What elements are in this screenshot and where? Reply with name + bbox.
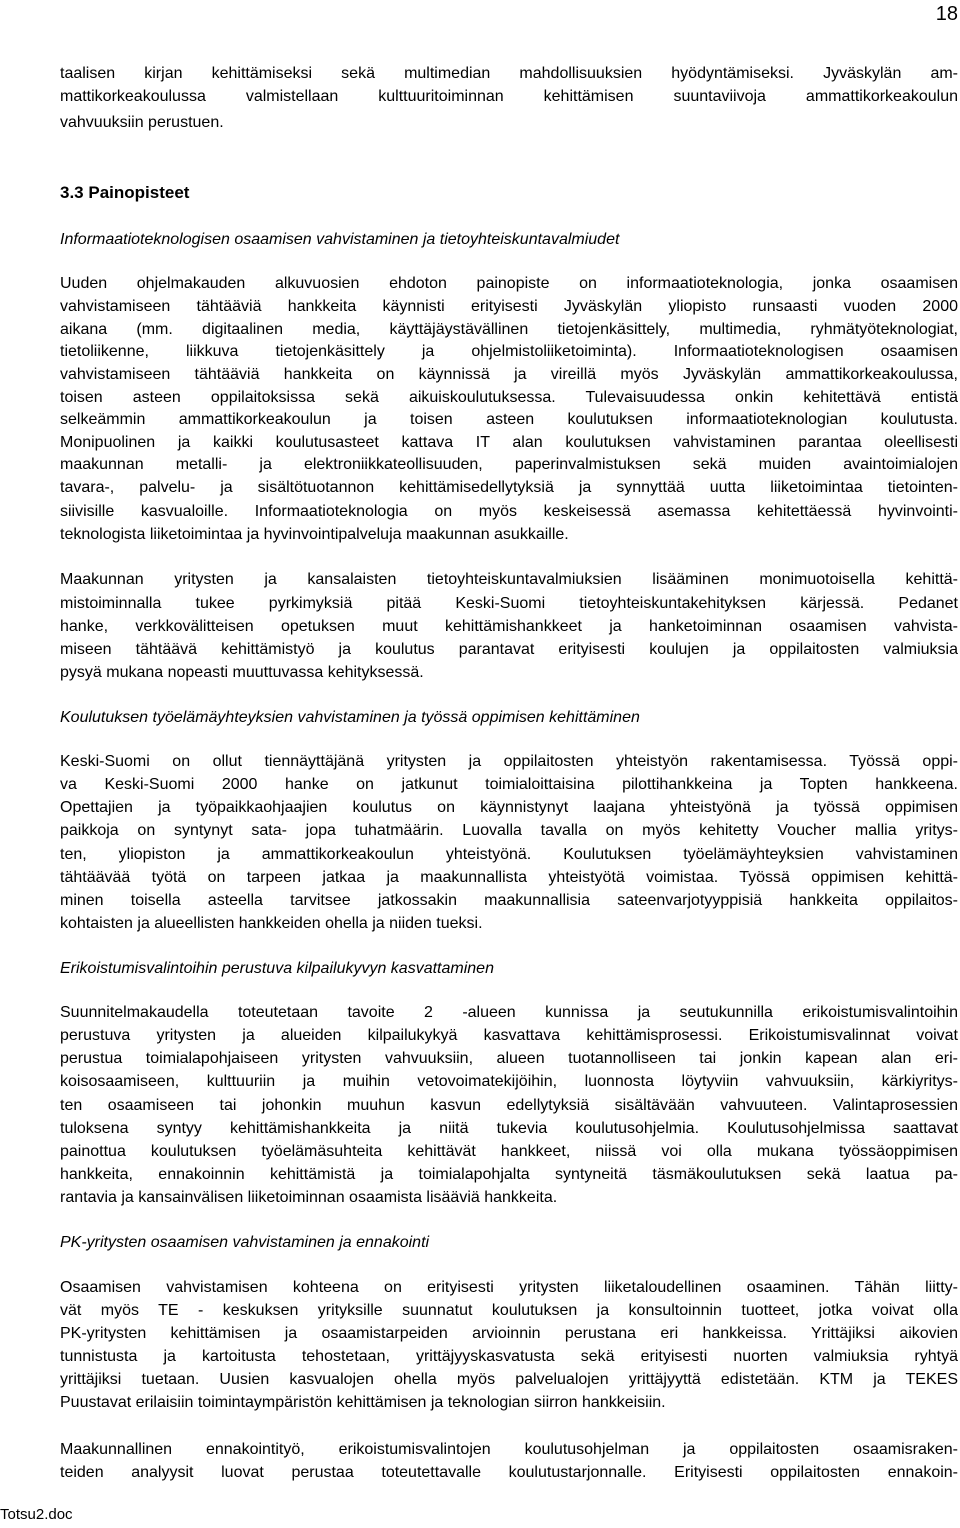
footer-filename: Totsu2.doc bbox=[0, 1506, 73, 1523]
text-line: vahvistamiseen tähtääviä hankkeita käynnisti erityisesti Jyväskylän yliopisto runsaasti vuoden 2000 bbox=[60, 298, 958, 315]
subheading: PK-yritysten osaamisen vahvistaminen ja ennakointi bbox=[60, 1234, 430, 1251]
text-line: rantavia ja kansainvälisen liiketoiminnan osaamista lisääviä hankkeita. bbox=[60, 1189, 558, 1206]
text-line: vahvuuksiin perustuen. bbox=[60, 114, 224, 131]
text-line: tunnistusta ja kartoitusta tehostetaan, yrittäjyyskasvatusta sekä erityisesti nuorten valmiuksia ryhtyä bbox=[60, 1348, 958, 1365]
text-line: teknologista liiketoimintaa ja hyvinvointipalveluja maakunnan asukkaille. bbox=[60, 526, 569, 543]
text-line: tuloksena syntyy kehittämishankkeita ja niitä tukevia koulutusohjelmia. Koulutusohjelmissa saattavat bbox=[60, 1120, 958, 1137]
text-line: Osaamisen vahvistamisen kohteena on erityisesti yritysten liiketaloudellinen osaaminen. Tähän liitty- bbox=[60, 1279, 958, 1296]
text-line: siivisille kasvualoille. Informaatioteknologia on myös keskeisessä asemassa kehitettäessä hyvinvointi- bbox=[60, 503, 958, 520]
text-line: Maakunnallinen ennakointityö, erikoistumisvalintojen koulutusohjelman ja oppilaitosten osaamisraken- bbox=[60, 1441, 958, 1458]
text-line: mistoiminnalla tukee pyrkimyksiä pitää Keski-Suomi tietoyhteiskuntakehityksen kärjessä. Pedanet bbox=[60, 595, 958, 612]
text-line: Keski-Suomi on ollut tiennäyttäjänä yritysten ja oppilaitosten yhteistyön rakentamisessa. Työssä oppi- bbox=[60, 753, 958, 770]
text-line: Opettajien ja työpaikkaohjaajien koulutus on käynnistynyt laajana yhteistyönä ja työssä oppimisen bbox=[60, 799, 958, 816]
text-line: hanke, verkkovälitteisen opetuksen muut kehittämishankkeet ja hanketoiminnan osaamisen vahvista- bbox=[60, 618, 958, 635]
text-line: yrittäjiksi tuetaan. Uusien kasvualojen ohella myös palvelualojen yrittäjyyttä edistetään. KTM ja TEKES bbox=[60, 1371, 958, 1388]
text-line: minen toisella asteella tarvitsee jatkossakin maakunnallisia sateenvarjotyyppisiä hankkeita oppilaitos- bbox=[60, 892, 958, 909]
text-line: perustua toimialapohjaiseen yritysten vahvuuksiin, alueen tuotannolliseen tai jonkin kapean alan eri- bbox=[60, 1050, 958, 1067]
text-line: taalisen kirjan kehittämiseksi sekä multimedian mahdollisuuksien hyödyntämiseksi. Jyväskylän am- bbox=[60, 65, 958, 82]
text-line: vät myös TE - keskuksen yrityksille suunnatut koulutuksen ja konsultoinnin tuotteet, jotka voivat olla bbox=[60, 1302, 958, 1319]
text-line: teiden analyysit luovat perustaa toteutettavalle koulutustarjonnalle. Erityisesti oppilaitosten ennakoin- bbox=[60, 1464, 958, 1481]
text-line: ten osaamiseen tai johonkin muuhun kasvun edellytyksiä sisältävään vahvuuteen. Valintaprosessien bbox=[60, 1097, 958, 1114]
text-line: koisosaamiseen, kulttuuriin ja muihin vetovoimatekijöihin, luonnosta löytyviin vahvuuksiin, kärkiyritys- bbox=[60, 1073, 958, 1090]
text-line: kohtaisten ja alueellisten hankkeiden ohella ja niiden tueksi. bbox=[60, 915, 483, 932]
text-line: selkeämmin ammattikorkeakoulun ja toisen asteen koulutuksen informaatioteknologian koulutusta. bbox=[60, 411, 958, 428]
subheading: Informaatioteknologisen osaamisen vahvistaminen ja tietoyhteiskuntavalmiudet bbox=[60, 231, 620, 248]
text-line: va Keski-Suomi 2000 hanke on jatkunut toimialoittaisina pilottihankkeina ja Topten hankkeena. bbox=[60, 776, 958, 793]
text-line: perustuva yritysten ja alueiden kilpailukykyä kasvattava kehittämisprosessi. Erikoistumisvalinnat voivat bbox=[60, 1027, 958, 1044]
text-line: tietoliikenne, liikkuva tietojenkäsittely ja ohjelmistoliiketoiminta). Informaatioteknologisen osaamisen bbox=[60, 343, 958, 360]
text-line: Uuden ohjelmakauden alkuvuosien ehdoton painopiste on informaatioteknologia, jonka osaamisen bbox=[60, 275, 958, 292]
text-line: ten, yliopiston ja ammattikorkeakoulun yhteistyönä. Koulutuksen työelämäyhteyksien vahvistaminen bbox=[60, 846, 958, 863]
text-line: hankkeita, ennakoinnin kehittämistä ja toimialapohjalta syntyneitä täsmäkoulutuksen sekä laatua pa- bbox=[60, 1166, 958, 1183]
text-line: tavara-, palvelu- ja sisältötuotannon kehittämisedellytyksiä ja synnyttää uutta liiketoimintaa tietointen- bbox=[60, 479, 958, 496]
text-line: tähtäävää työtä on tarpeen jatkaa ja maakunnallista yhteistyötä voimistaa. Työssä oppimisen kehittä- bbox=[60, 869, 958, 886]
subheading: Koulutuksen työelämäyhteyksien vahvistaminen ja työssä oppimisen kehittäminen bbox=[60, 709, 640, 726]
text-line: vahvistamiseen tähtääviä hankkeita on käynnissä ja vireillä myös Jyväskylän ammattikorkeakoulussa, bbox=[60, 366, 958, 383]
text-line: pysyä mukana nopeasti muuttuvassa kehityksessä. bbox=[60, 664, 424, 681]
text-line: Puustavat erilaisiin toimintaympäristön kehittämisen ja teknologian siirron hankkeisiin. bbox=[60, 1394, 666, 1411]
text-line: Suunnitelmakaudella toteutetaan tavoite 2 -alueen kunnissa ja seutukunnilla erikoistumisvalintoihin bbox=[60, 1004, 958, 1021]
subheading: Erikoistumisvalintoihin perustuva kilpailukyvyn kasvattaminen bbox=[60, 960, 494, 977]
text-line: aikana (mm. digitaalinen media, käyttäjäystävällinen tietojenkäsittely, multimedia, ryhmätyöteknologiat, bbox=[60, 321, 958, 338]
text-line: Maakunnan yritysten ja kansalaisten tietoyhteiskuntavalmiuksien lisääminen monimuotoisella kehittä- bbox=[60, 571, 958, 588]
section-heading: 3.3 Painopisteet bbox=[60, 183, 190, 202]
page-number: 18 bbox=[935, 3, 958, 25]
text-line: paikkoja on syntynyt sata- jopa tuhatmäärin. Luovalla tavalla on myös kehitetty Voucher mallia yritys- bbox=[60, 822, 958, 839]
text-line: miseen tähtäävä kehittämistyö ja koulutus parantavat erityisesti koulujen ja oppilaitosten valmiuksia bbox=[60, 641, 958, 658]
text-line: PK-yritysten kehittämisen ja osaamistarpeiden arvioinnin perustana eri hankkeissa. Yrittäjiksi aikovien bbox=[60, 1325, 958, 1342]
text-line: painottua koulutuksen työelämäsuhteita kehittävät hankkeet, niissä voi olla mukana työssäoppimisen bbox=[60, 1143, 958, 1160]
text-line: toisen asteen oppilaitoksissa sekä aikuiskoulutuksessa. Tulevaisuudessa onkin kehitettävä entistä bbox=[60, 389, 958, 406]
text-line: Monipuolinen ja kaikki koulutusasteet kattava IT alan koulutuksen vahvistaminen parantaa oleellisesti bbox=[60, 434, 958, 451]
text-line: mattikorkeakoulussa valmistellaan kulttuuritoiminnan kehittämisen suuntaviivoja ammattikorkeakoulun bbox=[60, 88, 958, 105]
text-line: maakunnan metalli- ja elektroniikkateollisuuden, paperinvalmistuksen sekä muiden avaintoimialojen bbox=[60, 456, 958, 473]
